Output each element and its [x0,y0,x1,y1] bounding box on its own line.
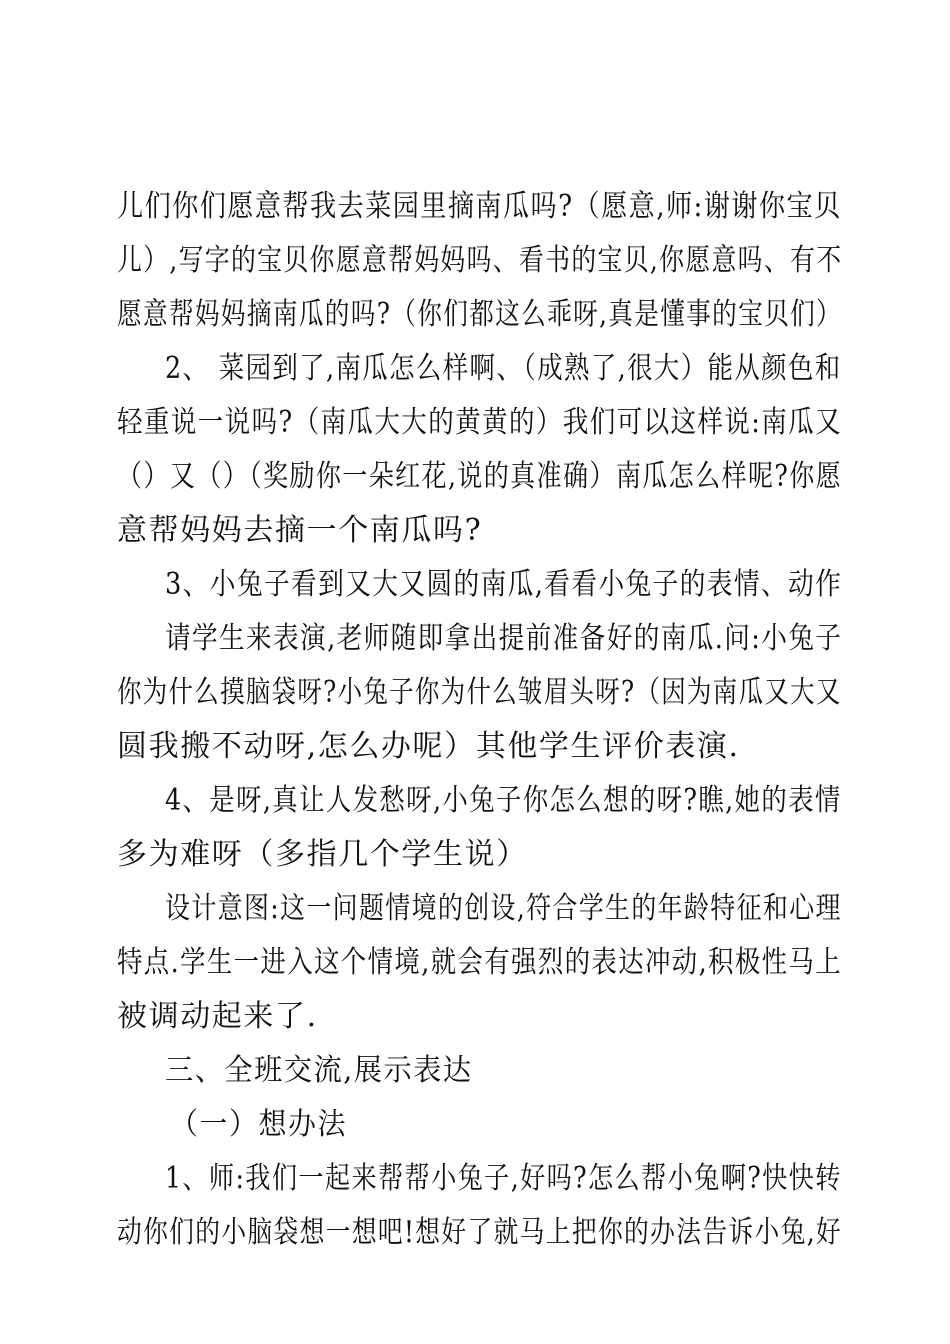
text-line-8: 3、小兔子看到又大又圆的南瓜,看看小兔子的表情、动作 [165,567,843,602]
subsection-heading: （一）想办法 [170,1107,347,1142]
text-line-9: 请学生来表演,老师随即拿出提前准备好的南瓜.问:小兔子 [165,621,843,656]
text-line-5: 轻重说一说吗?（南瓜大大的黄黄的）我们可以这样说:南瓜又 [117,405,842,440]
text-line-19: 1、师:我们一起来帮帮小兔子,好吗?怎么帮小兔啊?快快转 [165,1161,842,1196]
text-line-14: 设计意图:这一问题情境的创设,符合学生的年龄特征和心理 [165,891,842,926]
text-line-3: 愿意帮妈妈摘南瓜的吗?（你们都这么乖呀,真是懂事的宝贝们） [117,297,843,332]
text-line-16: 被调动起来了. [117,999,318,1034]
text-line-12: 4、是呀,真让人发愁呀,小兔子你怎么想的呀?瞧,她的表情 [165,783,842,818]
text-line-6: （）又（）（奖励你一朵红花,说的真准确）南瓜怎么样呢?你愿 [117,459,843,494]
section-heading: 三、全班交流,展示表达 [165,1053,473,1088]
text-line-7: 意帮妈妈去摘一个南瓜吗? [117,513,483,548]
text-line-11: 圆我搬不动呀,怎么办呢）其他学生评价表演. [117,729,740,764]
text-line-10: 你为什么摸脑袋呀?小兔子你为什么皱眉头呀?（因为南瓜又大又 [117,675,842,710]
text-line-2: 儿）,写字的宝贝你愿意帮妈妈吗、看书的宝贝,你愿意吗、有不 [117,243,843,278]
text-line-20: 动你们的小脑袋想一想吧!想好了就马上把你的办法告诉小兔,好 [117,1215,842,1250]
text-line-4: 2、 菜园到了,南瓜怎么样啊、（成熟了,很大）能从颜色和 [165,351,842,386]
text-line-1: 儿们你们愿意帮我去菜园里摘南瓜吗?（愿意,师:谢谢你宝贝 [117,189,842,224]
text-line-15: 特点.学生一进入这个情境,就会有强烈的表达冲动,积极性马上 [117,945,843,980]
text-line-13: 多为难呀（多指几个学生说） [117,837,528,872]
